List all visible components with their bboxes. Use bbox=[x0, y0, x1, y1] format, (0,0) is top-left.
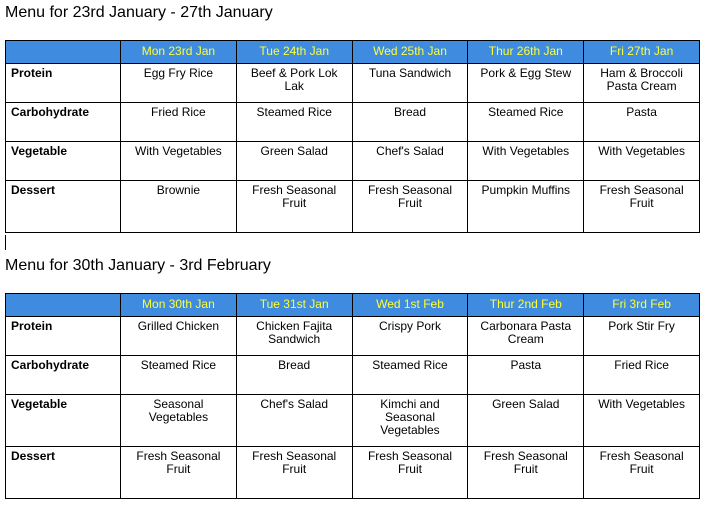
menu-cell: Fresh Seasonal Fruit bbox=[121, 447, 237, 499]
menu-cell: Fresh Seasonal Fruit bbox=[352, 181, 468, 233]
table-row bbox=[6, 395, 700, 447]
day-header: Tue 24th Jan bbox=[236, 41, 352, 64]
menu-cell: Bread bbox=[352, 103, 468, 142]
menu-cell: Grilled Chicken bbox=[121, 317, 237, 356]
day-header: Wed 1st Feb bbox=[352, 294, 468, 317]
row-label: Dessert bbox=[6, 447, 121, 499]
day-header: Fri 3rd Feb bbox=[584, 294, 700, 317]
menu-cell: Green Salad bbox=[236, 142, 352, 181]
day-header: Thur 26th Jan bbox=[468, 41, 584, 64]
menu-cell: Fresh Seasonal Fruit bbox=[584, 447, 700, 499]
menu-table-week-1 bbox=[5, 40, 700, 233]
row-label: Vegetable bbox=[6, 142, 121, 181]
menu-cell: Pumpkin Muffins bbox=[468, 181, 584, 233]
header-corner-cell bbox=[6, 294, 121, 317]
table-row bbox=[6, 447, 700, 499]
menu-cell: Fresh Seasonal Fruit bbox=[352, 447, 468, 499]
row-label: Protein bbox=[6, 64, 121, 103]
menu-cell: With Vegetables bbox=[584, 395, 700, 447]
row-label: Vegetable bbox=[6, 395, 121, 447]
table-header-row bbox=[6, 41, 700, 64]
menu-cell: Pasta bbox=[584, 103, 700, 142]
menu-cell: Chef's Salad bbox=[352, 142, 468, 181]
day-header: Mon 30th Jan bbox=[121, 294, 237, 317]
menu-cell: Beef & Pork Lok Lak bbox=[236, 64, 352, 103]
menu-cell: Pork & Egg Stew bbox=[468, 64, 584, 103]
menu-cell: Fresh Seasonal Fruit bbox=[468, 447, 584, 499]
table-header-row bbox=[6, 294, 700, 317]
menu-cell: Steamed Rice bbox=[236, 103, 352, 142]
menu-cell: Brownie bbox=[121, 181, 237, 233]
table-row bbox=[6, 181, 700, 233]
day-header: Mon 23rd Jan bbox=[121, 41, 237, 64]
table-row bbox=[6, 64, 700, 103]
menu-cell: Fresh Seasonal Fruit bbox=[584, 181, 700, 233]
menu-cell: Crispy Pork bbox=[352, 317, 468, 356]
menu-title-week-1: Menu for 23rd January - 27th January bbox=[5, 4, 273, 21]
menu-cell: Tuna Sandwich bbox=[352, 64, 468, 103]
menu-cell: Kimchi and Seasonal Vegetables bbox=[352, 395, 468, 447]
menu-table-week-2 bbox=[5, 293, 700, 499]
menu-cell: Seasonal Vegetables bbox=[121, 395, 237, 447]
row-label: Dessert bbox=[6, 181, 121, 233]
row-label: Protein bbox=[6, 317, 121, 356]
menu-cell: Steamed Rice bbox=[352, 356, 468, 395]
row-label: Carbohydrate bbox=[6, 103, 121, 142]
table-row bbox=[6, 103, 700, 142]
menu-cell: Egg Fry Rice bbox=[121, 64, 237, 103]
menu-cell: With Vegetables bbox=[468, 142, 584, 181]
menu-cell: With Vegetables bbox=[584, 142, 700, 181]
menu-cell: Steamed Rice bbox=[468, 103, 584, 142]
menu-cell: Carbonara Pasta Cream bbox=[468, 317, 584, 356]
table-row bbox=[6, 317, 700, 356]
menu-cell: Pasta bbox=[468, 356, 584, 395]
menu-cell: Green Salad bbox=[468, 395, 584, 447]
menu-cell: Fresh Seasonal Fruit bbox=[236, 447, 352, 499]
menu-cell: With Vegetables bbox=[121, 142, 237, 181]
menu-title-week-2: Menu for 30th January - 3rd February bbox=[5, 257, 271, 274]
text-cursor bbox=[5, 235, 6, 250]
day-header: Fri 27th Jan bbox=[584, 41, 700, 64]
day-header: Thur 2nd Feb bbox=[468, 294, 584, 317]
table-row bbox=[6, 356, 700, 395]
menu-cell: Ham & Broccoli Pasta Cream bbox=[584, 64, 700, 103]
menu-cell: Fried Rice bbox=[584, 356, 700, 395]
menu-cell: Bread bbox=[236, 356, 352, 395]
menu-cell: Fried Rice bbox=[121, 103, 237, 142]
day-header: Wed 25th Jan bbox=[352, 41, 468, 64]
menu-cell: Chicken Fajita Sandwich bbox=[236, 317, 352, 356]
header-corner-cell bbox=[6, 41, 121, 64]
row-label: Carbohydrate bbox=[6, 356, 121, 395]
menu-cell: Pork Stir Fry bbox=[584, 317, 700, 356]
menu-cell: Chef's Salad bbox=[236, 395, 352, 447]
menu-cell: Steamed Rice bbox=[121, 356, 237, 395]
table-row bbox=[6, 142, 700, 181]
day-header: Tue 31st Jan bbox=[236, 294, 352, 317]
menu-cell: Fresh Seasonal Fruit bbox=[236, 181, 352, 233]
